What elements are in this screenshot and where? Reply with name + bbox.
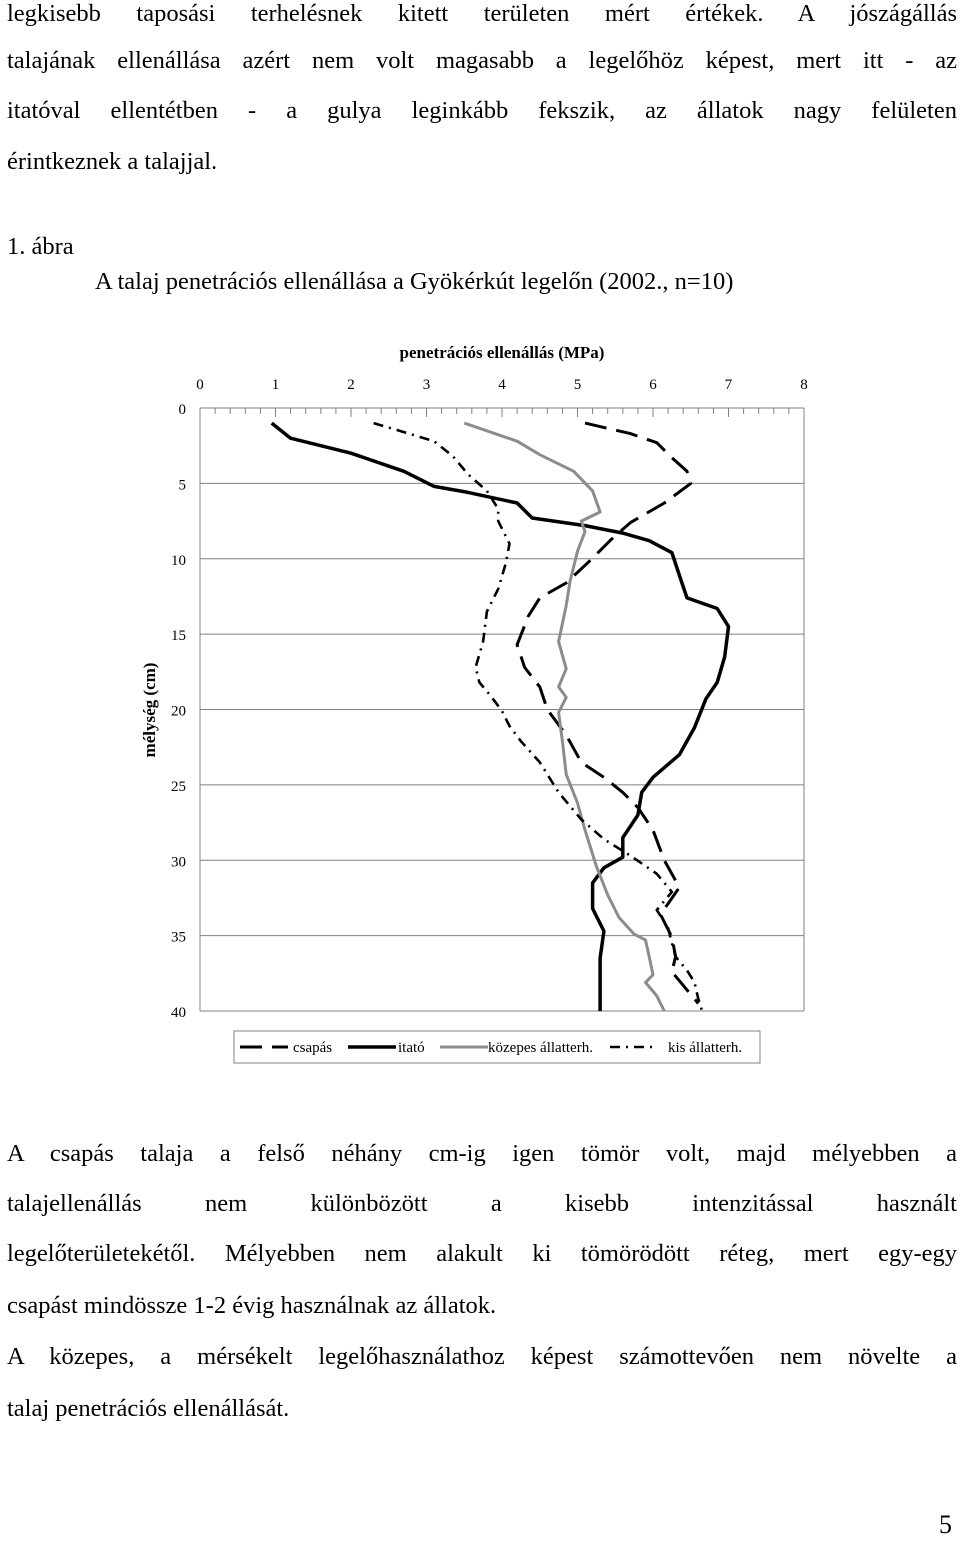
y-tick-label: 25 — [171, 778, 186, 795]
y-tick-label: 20 — [171, 703, 186, 720]
x-tick-label: 4 — [498, 377, 506, 393]
legend-label: kis állatterh. — [668, 1040, 743, 1056]
figure-label: 1. ábra — [7, 233, 74, 260]
series-lines — [272, 423, 729, 1011]
y-tick-label: 35 — [171, 929, 186, 946]
x-tick-label: 3 — [422, 377, 431, 393]
figure-title: A talaj penetrációs ellenállása a Gyökérkút legelőn (2002., n=10) — [95, 268, 734, 295]
y-tick-label: 40 — [171, 1005, 186, 1021]
x-tick-label: 1 — [271, 377, 280, 393]
gridlines — [200, 483, 804, 1011]
page-number: 5 — [939, 1510, 952, 1539]
text-line: talajellenállás nem különbözött a kisebb intenzitással használt — [7, 1190, 957, 1217]
y-tick-label: 5 — [178, 477, 186, 494]
legend-label: csapás — [293, 1040, 333, 1056]
text-line: talaj penetrációs ellenállását. — [7, 1395, 290, 1422]
legend-label: itató — [398, 1040, 425, 1056]
y-tick-label: 15 — [171, 628, 186, 645]
y-axis-label: mélység (cm) — [140, 662, 159, 758]
x-tick-label: 6 — [649, 377, 657, 393]
series-line-k-zepes-llatterh- — [464, 423, 664, 1011]
text-line: A közepes, a mérsékelt legelőhasználathoz képest számottevően nem növelte a — [7, 1343, 957, 1370]
x-tick-label: 0 — [196, 377, 204, 393]
x-tick-label: 2 — [347, 377, 355, 393]
y-tick-label: 30 — [171, 854, 186, 871]
text-line: érintkeznek a talajjal. — [7, 148, 218, 175]
chart-title: penetrációs ellenállás (MPa) — [399, 343, 605, 362]
x-tick-label: 8 — [800, 377, 808, 393]
legend — [234, 1031, 760, 1063]
legend-label: közepes állatterh. — [488, 1040, 593, 1056]
text-line: talajának ellenállása azért nem volt magasabb a legelőhöz képest, mert itt - az — [7, 47, 957, 74]
y-tick-labels — [171, 402, 186, 1021]
x-tick-labels — [196, 377, 808, 393]
series-line-csap-s — [517, 423, 698, 1003]
x-tick-label: 7 — [724, 377, 733, 393]
text-line: csapást mindössze 1-2 évig használnak az állatok. — [7, 1292, 497, 1319]
text-line: legelőterületekétől. Mélyebben nem alakult ki tömörödött réteg, mert egy-egy — [7, 1240, 957, 1267]
penetration-resistance-chart — [0, 330, 960, 1070]
text-line: A csapás talaja a felső néhány cm-ig igen tömör volt, majd mélyebben a — [7, 1140, 957, 1167]
y-tick-label: 10 — [171, 552, 186, 569]
x-tick-label: 5 — [573, 377, 582, 393]
series-line-itat- — [272, 423, 729, 1011]
text-line: legkisebb taposási terhelésnek kitett területen mért értékek. A jószágállás — [7, 0, 957, 27]
text-line: itatóval ellentétben - a gulya leginkább fekszik, az állatok nagy felületen — [7, 97, 957, 124]
y-tick-label: 0 — [178, 402, 186, 418]
